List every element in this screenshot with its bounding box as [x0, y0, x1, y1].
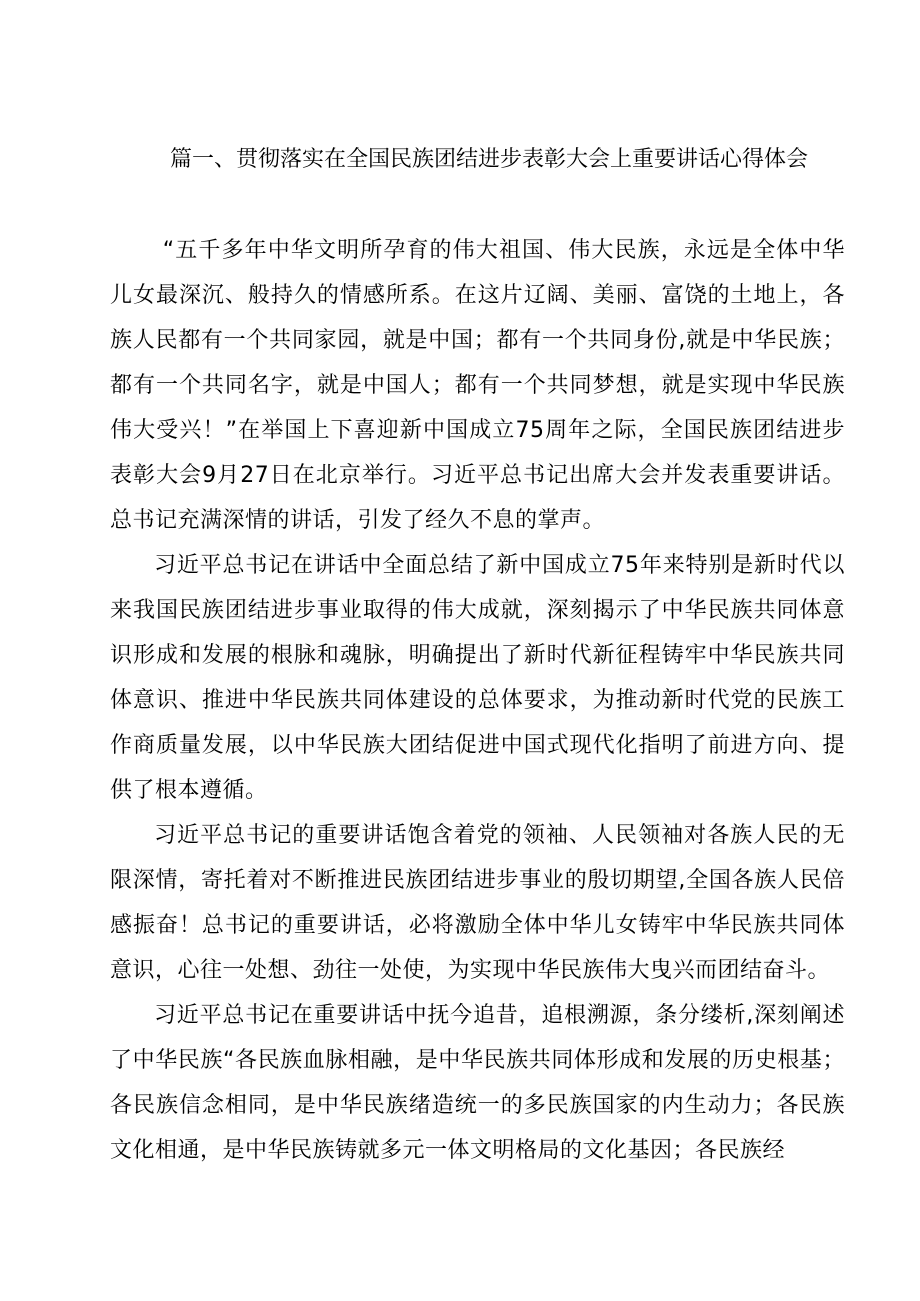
paragraph-1: “五千多年中华文明所孕育的伟大祖国、伟大民族，永远是全体中华儿女最深沉、般持久的情感所系。在这片辽阔、美丽、富饶的土地上，各族人民都有一个共同家园，就是中国；都有一个共同身份,就是中华民族；都有一个共同名字，就是中国人；都有一个共同梦想，就是实现中华民族伟大受兴！”在举国上下喜迎新中国成立75周年之际，全国民族团结进步表彰大会9月27日在北京举行。习近平总书记出席大会并发表重要讲话。总书记充满深情的讲话，引发了经久不息的掌声。 [110, 238, 845, 533]
paragraph-2: 习近平总书记在讲话中全面总结了新中国成立75年来特别是新时代以来我国民族团结进步事业取得的伟大成就，深刻揭示了中华民族共同体意识形成和发展的根脉和魂脉，明确提出了新时代新征程铸牢中华民族共同体意识、推进中华民族共同体建设的总体要求，为推动新时代党的民族工作商质量发展，以中华民族大团结促进中国式现代化指明了前进方向、提供了根本遵循。 [110, 553, 845, 803]
document-title: 篇一、贯彻落实在全国民族团结进步表彰大会上重要讲话心得体会 [170, 147, 809, 172]
paragraph-4: 习近平总书记在重要讲话中抚今追昔，追根溯源，条分缕析,深刻阐述了中华民族“各民族血脉相融，是中华民族共同体形成和发展的历史根基；各民族信念相同，是中华民族绪造统一的多民族国家的内生动力；各民族文化相通，是中华民族铸就多元一体文明格局的文化基因；各民族经 [110, 1003, 845, 1163]
document-body [110, 228, 845, 1173]
paragraph-3: 习近平总书记的重要讲话饱含着党的领袖、人民领袖对各族人民的无限深情，寄托着对不断推进民族团结进步事业的殷切期望,全国各族人民倍感振奋！总书记的重要讲话，必将激励全体中华儿女铸牢中华民族共同体意识，心往一处想、劲往一处使，为实现中华民族伟大曳兴而团结奋斗。 [110, 823, 845, 983]
